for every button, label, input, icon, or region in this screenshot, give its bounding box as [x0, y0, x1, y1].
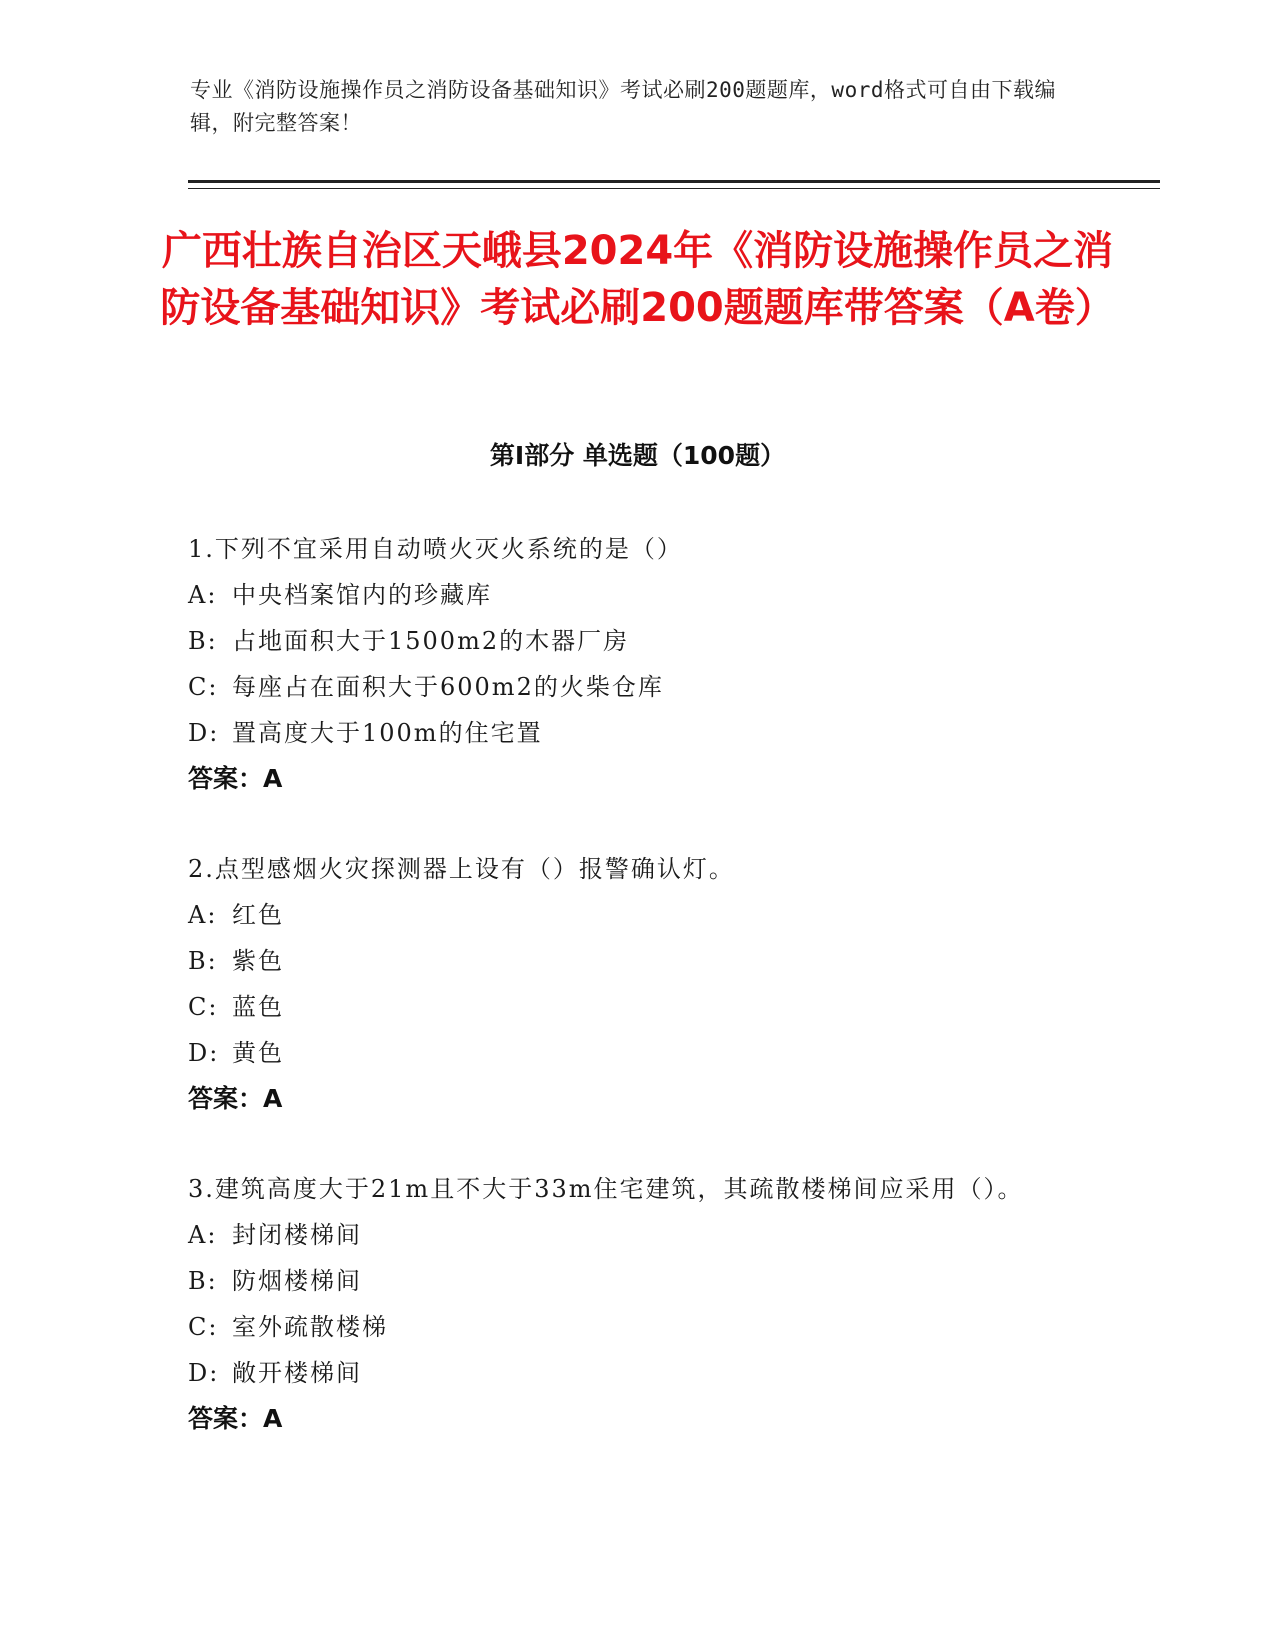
question-stem: 3.建筑高度大于21m且不大于33m住宅建筑，其疏散楼梯间应采用（）。 [188, 1175, 1024, 1203]
option-text: 每座占在面积大于600m2的火柴仓库 [232, 673, 664, 701]
option-key: B: [188, 1267, 218, 1295]
question-3 [188, 1166, 1088, 1442]
option-key: B: [188, 627, 218, 655]
option-text: 紫色 [232, 947, 284, 975]
option-text: 占地面积大于1500m2的木器厂房 [232, 627, 630, 655]
option-b [188, 1258, 1088, 1304]
section-heading: 第I部分 单选题（100题） [489, 441, 786, 470]
option-text: 室外疏散楼梯 [232, 1313, 388, 1341]
option-b [188, 938, 1088, 984]
header-note: 专业《消防设施操作员之消防设备基础知识》考试必刷200题题库，word格式可自由下载编辑，附完整答案！ [190, 78, 1056, 135]
option-c [188, 1304, 1088, 1350]
option-text: 蓝色 [232, 993, 284, 1021]
option-key: D: [188, 719, 220, 747]
question-2 [188, 846, 1088, 1122]
option-key: D: [188, 1039, 220, 1067]
option-text: 封闭楼梯间 [232, 1221, 362, 1249]
option-a [188, 1212, 1088, 1258]
option-d [188, 710, 1088, 756]
option-key: A: [188, 1221, 218, 1249]
option-key: A: [188, 901, 218, 929]
answer-line: 答案：A [188, 764, 283, 793]
answer-line: 答案：A [188, 1404, 283, 1433]
option-key: A: [188, 581, 218, 609]
option-key: B: [188, 947, 218, 975]
question-stem: 2.点型感烟火灾探测器上设有（）报警确认灯。 [188, 855, 735, 883]
option-d [188, 1350, 1088, 1396]
header-divider-thin [188, 188, 1160, 189]
option-b [188, 618, 1088, 664]
option-a [188, 572, 1088, 618]
option-a [188, 892, 1088, 938]
option-text: 黄色 [232, 1039, 284, 1067]
option-c [188, 984, 1088, 1030]
option-key: C: [188, 673, 219, 701]
option-key: C: [188, 993, 219, 1021]
option-text: 红色 [232, 901, 284, 929]
question-1 [188, 526, 1088, 802]
question-stem: 1.下列不宜采用自动喷火灭火系统的是（） [188, 535, 683, 563]
option-key: C: [188, 1313, 219, 1341]
option-d [188, 1030, 1088, 1076]
option-text: 置高度大于100m的住宅置 [232, 719, 543, 747]
option-text: 中央档案馆内的珍藏库 [232, 581, 492, 609]
option-text: 敞开楼梯间 [232, 1359, 362, 1387]
header-divider-thick [188, 180, 1160, 183]
document-title: 广西壮族自治区天峨县2024年《消防设施操作员之消防设备基础知识》考试必刷200题题库带答案（A卷） [160, 228, 1115, 331]
option-c [188, 664, 1088, 710]
answer-line: 答案：A [188, 1084, 283, 1113]
option-key: D: [188, 1359, 220, 1387]
option-text: 防烟楼梯间 [232, 1267, 362, 1295]
